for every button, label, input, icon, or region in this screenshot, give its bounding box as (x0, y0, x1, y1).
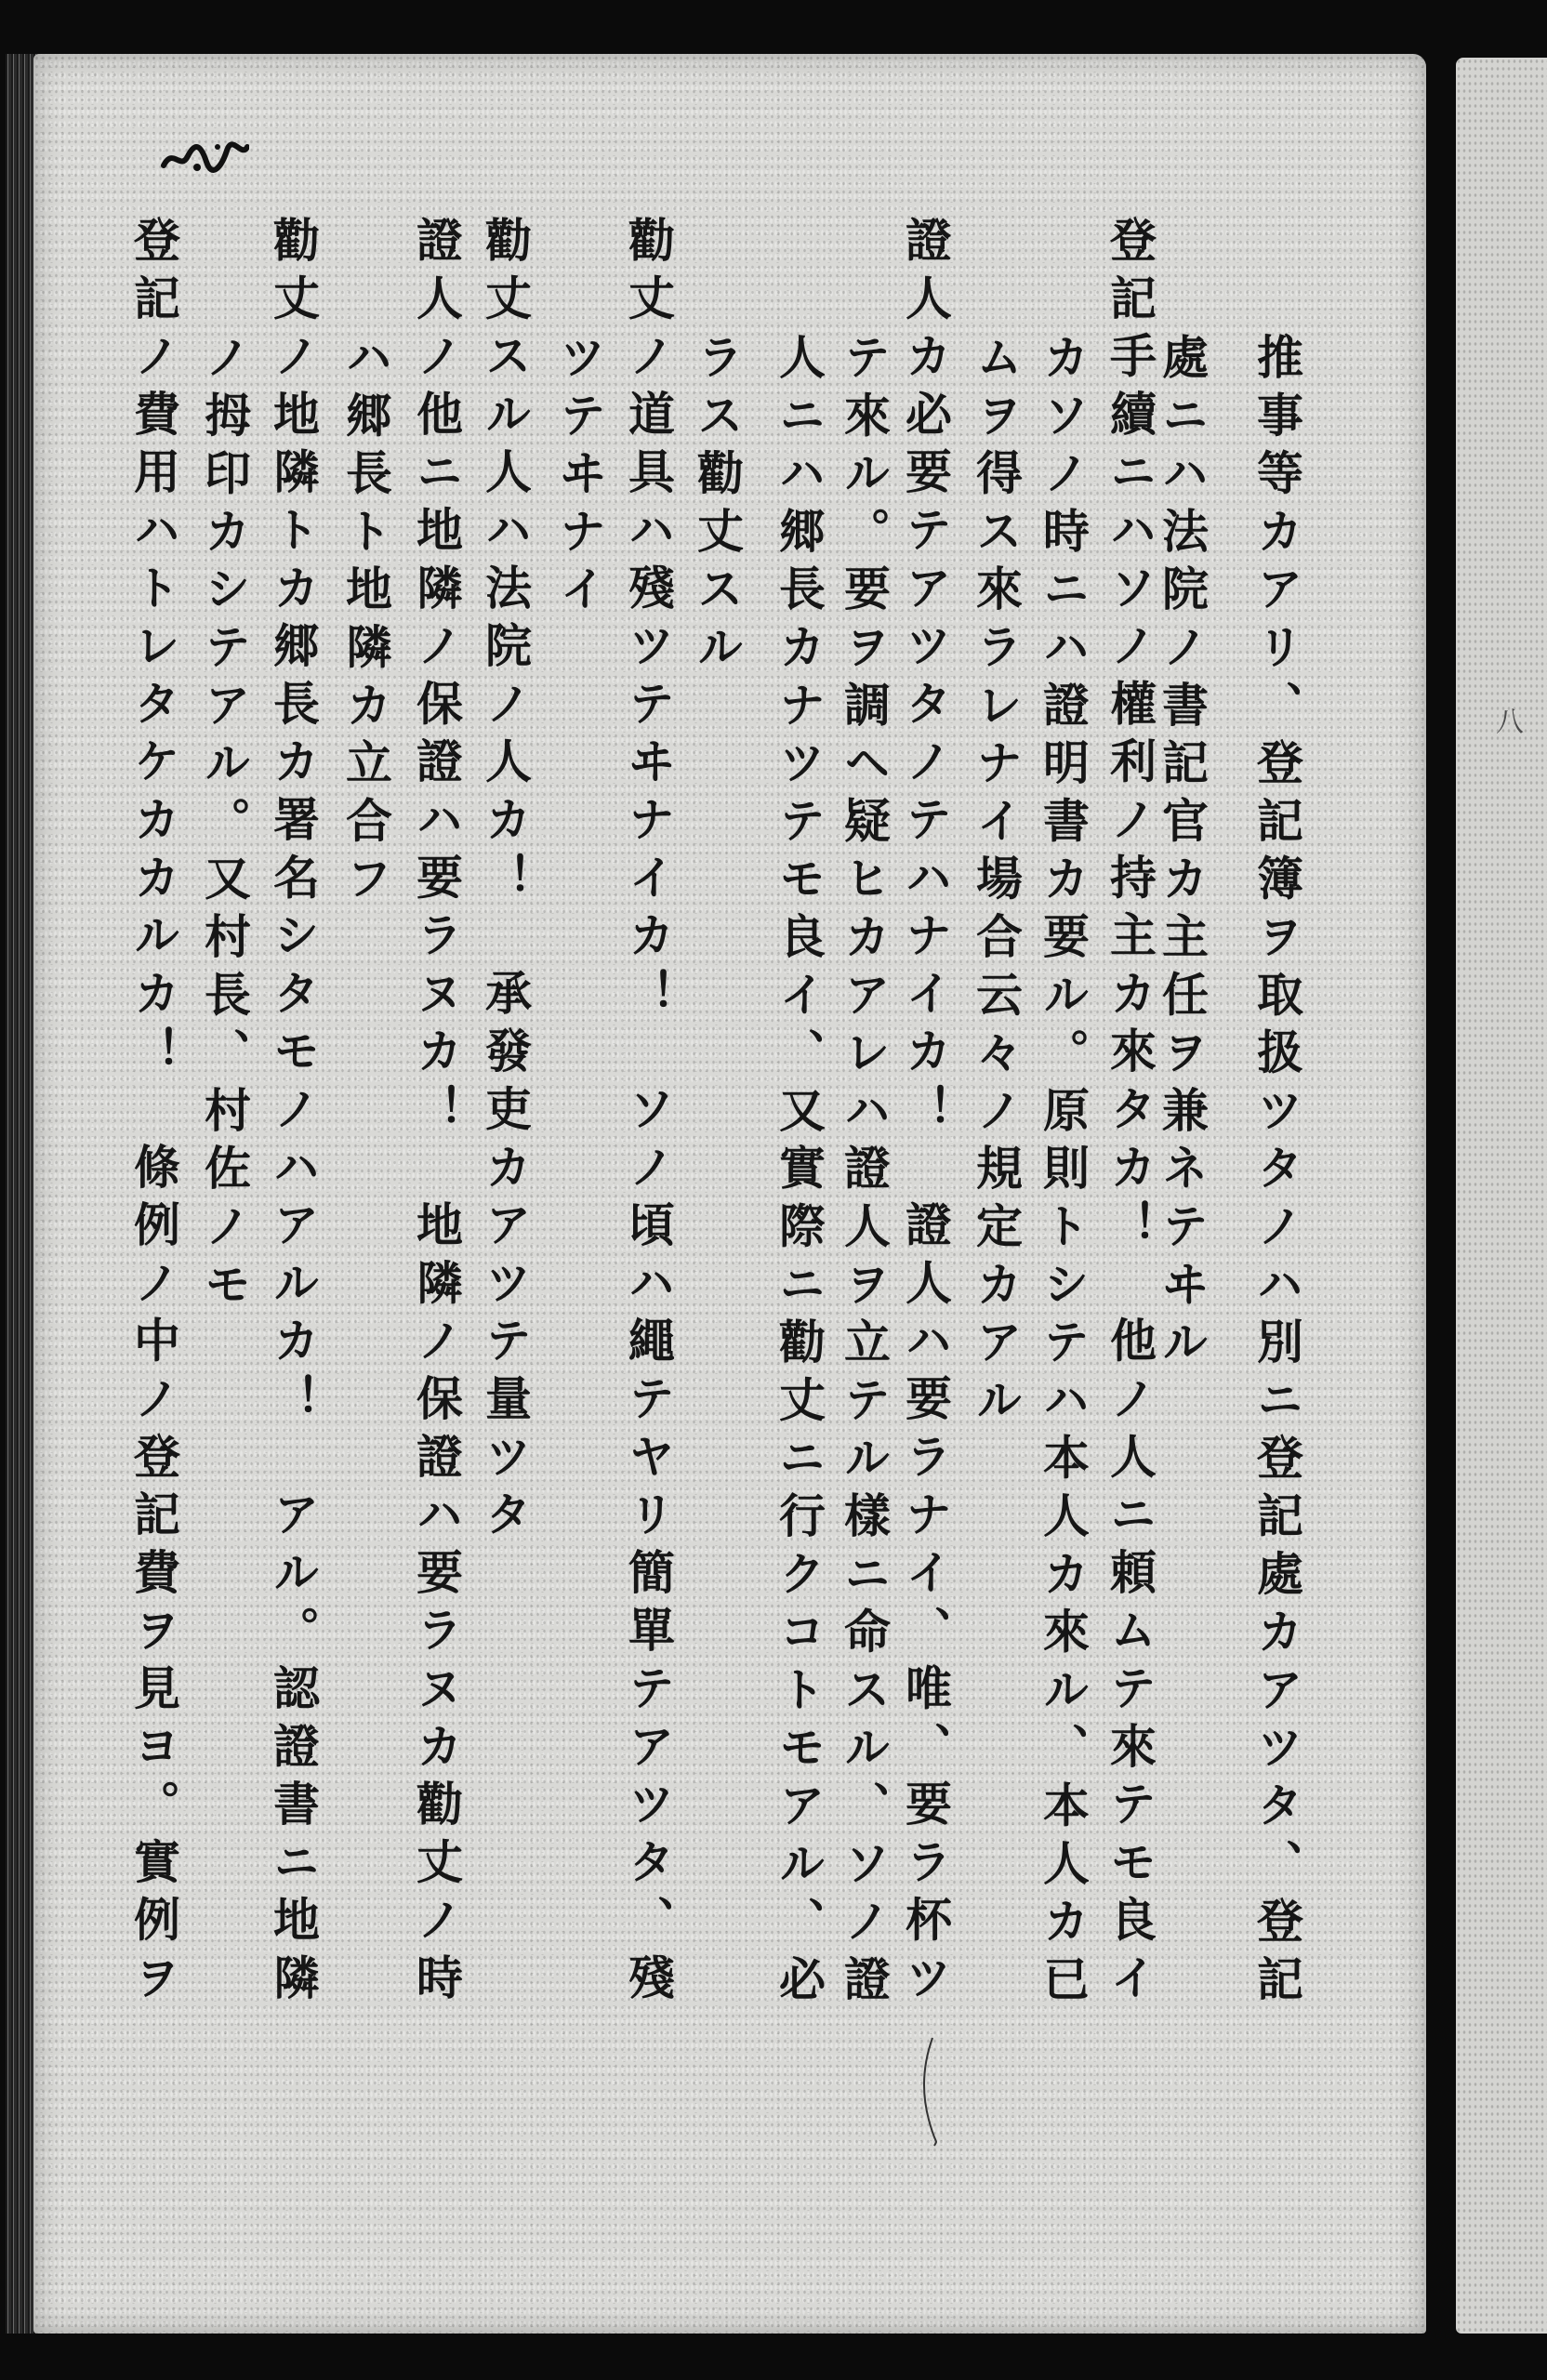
text-column: 證人カ必要テアツタノテハナイカ！ 證人ハ要ラナイ、唯、要ラ杯ツ (898, 216, 953, 2012)
ink-stamp-mark (160, 139, 249, 177)
text-column: 登記ノ費用ハトレタケカカルカ！ 條例ノ中ノ登記費ヲ見ヨ。實例ヲ (126, 216, 181, 2012)
text-column: ツテヰナイ (552, 333, 607, 623)
text-column: カソノ時ニハ證明書カ要ル。原則トシテハ本人カ來ル、本人カ已 (1036, 333, 1091, 2013)
text-column: 證人ノ他ニ地隣ノ保證ハ要ラヌカ！ 地隣ノ保證ハ要ラヌカ勸丈ノ時 (409, 216, 464, 2012)
pencil-mark (916, 2036, 944, 2148)
text-column: 勸丈スル人ハ法院ノ人カ！ 承發吏カアツテ量ツタ (478, 216, 533, 1548)
text-column: 處ニハ法院ノ書記官カ主任ヲ兼ネテヰル (1155, 333, 1210, 1376)
text-column: 推事等カアリ、登記簿ヲ取扱ツタノハ別ニ登記處カアツタ、登記 (1250, 333, 1304, 2013)
text-column: ラス勸丈スル (690, 333, 745, 681)
text-column: ノ拇印カシテアル。又村長、村佐ノモ (197, 333, 252, 1318)
text-column: 登記手續ニハソノ權利ノ持主カ來タカ！ 他ノ人ニ頼ムテ來テモ良イ (1103, 216, 1157, 2012)
text-column: ムヲ得ス來ラレナイ場合云々ノ規定カアル (969, 333, 1024, 1434)
adjacent-page-edge (1456, 58, 1547, 2334)
text-column: ハ郷長ト地隣カ立合フ (338, 333, 393, 912)
text-column: 勸丈ノ道具ハ殘ツテヰナイカ！ ソノ頃ハ繩テヤリ簡單テアツタ、殘 (621, 216, 676, 2012)
text-column: 人ニハ郷長カナツテモ良イ、又實際ニ勸丈ニ行クコトモアル、必 (772, 333, 826, 2013)
text-column: テ來ル。要ヲ調ヘ疑ヒカアレハ證人ヲ立テル樣ニ命スル、ソノ證 (837, 333, 892, 2013)
page-number: 八 (1490, 707, 1523, 744)
text-column: 勸丈ノ地隣トカ郷長カ署名シタモノハアルカ！ アル。認證書ニ地隣 (266, 216, 321, 2012)
